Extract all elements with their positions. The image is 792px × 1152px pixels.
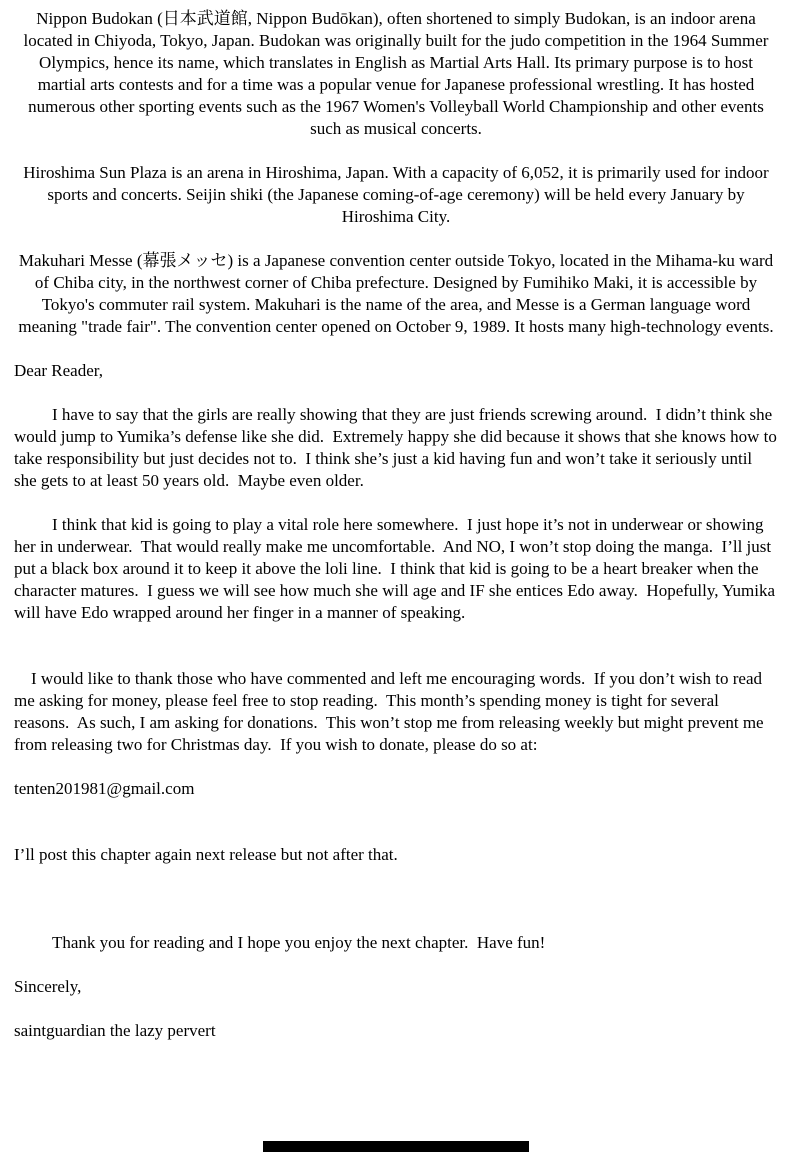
letter-paragraph-1: I have to say that the girls are really showing that they are just friends screwing around. I didn’t think she would jump to Yumika’s defense like she did. Extremely happy she did because it shows that she knows how to take responsibility but just decides not to. I think she’s just a kid having fun and won’t take it seriously until she gets to at least 50 years old. Maybe even older. <box>14 405 782 490</box>
donation-email: tenten201981@gmail.com <box>14 779 195 798</box>
info-paragraph-nippon-budokan: Nippon Budokan (日本武道館, Nippon Budōkan), often shortened to simply Budokan, is an indoor arena located in Chiyoda, Tokyo, Japan. Budokan was originally built for the judo competition in the 1964 Summer Olympics, hence its name, which translates in English as Martial Arts Hall. Its primary purpose is to host martial arts contests and for a time was a popular venue for Japanese professional wrestling. It has hosted numerous other sporting events such as the 1967 Women's Volleyball World Championship and other events such as musical concerts. <box>23 9 773 138</box>
donation-postscript: I’ll post this chapter again next release but not after that. <box>14 845 398 864</box>
info-paragraph-hiroshima-sun-plaza: Hiroshima Sun Plaza is an arena in Hiroshima, Japan. With a capacity of 6,052, it is primarily used for indoor sports and concerts. Seijin shiki (the Japanese coming-of-age ceremony) will be held every January by Hiroshima City. <box>23 163 773 226</box>
letter-closing-paragraph: Thank you for reading and I hope you enjoy the next chapter. Have fun! <box>52 933 546 952</box>
letter-paragraph-2: I think that kid is going to play a vital role here somewhere. I just hope it’s not in underwear or showing her in underwear. That would really make me uncomfortable. And NO, I won’t stop doing the manga. I’ll just put a black box around it to keep it above the loli line. I think that kid is going to be a heart breaker when the character matures. I guess we will see how much she will age and IF she entices Edo away. Hopefully, Yumika will have Edo wrapped around her finger in a manner of speaking. <box>14 515 780 622</box>
donation-text: I would like to thank those who have commented and left me encouraging words. If you don’t wish to read me asking for money, please feel free to stop reading. This month’s spending money is tight for several reasons. As such, I am asking for donations. This won’t stop me from releasing weekly but might prevent me from releasing two for Christmas day. If you wish to donate, please do so at: <box>14 669 768 754</box>
letter-signature: saintguardian the lazy pervert <box>14 1021 216 1040</box>
censor-bar <box>263 1141 529 1152</box>
letter-salutation: Dear Reader, <box>14 361 103 380</box>
letter-donation-paragraph <box>14 646 778 910</box>
info-paragraph-makuhari-messe: Makuhari Messe (幕張メッセ) is a Japanese convention center outside Tokyo, located in the Mihama-ku ward of Chiba city, in the northwest corner of Chiba prefecture. Designed by Fumihiko Maki, it is accessible by Tokyo's commuter rail system. Makuhari is the name of the area, and Messe is a German language word meaning "trade fair". The convention center opened on October 9, 1989. It hosts many high-technology events. <box>18 251 778 336</box>
letter-signoff: Sincerely, <box>14 977 82 996</box>
